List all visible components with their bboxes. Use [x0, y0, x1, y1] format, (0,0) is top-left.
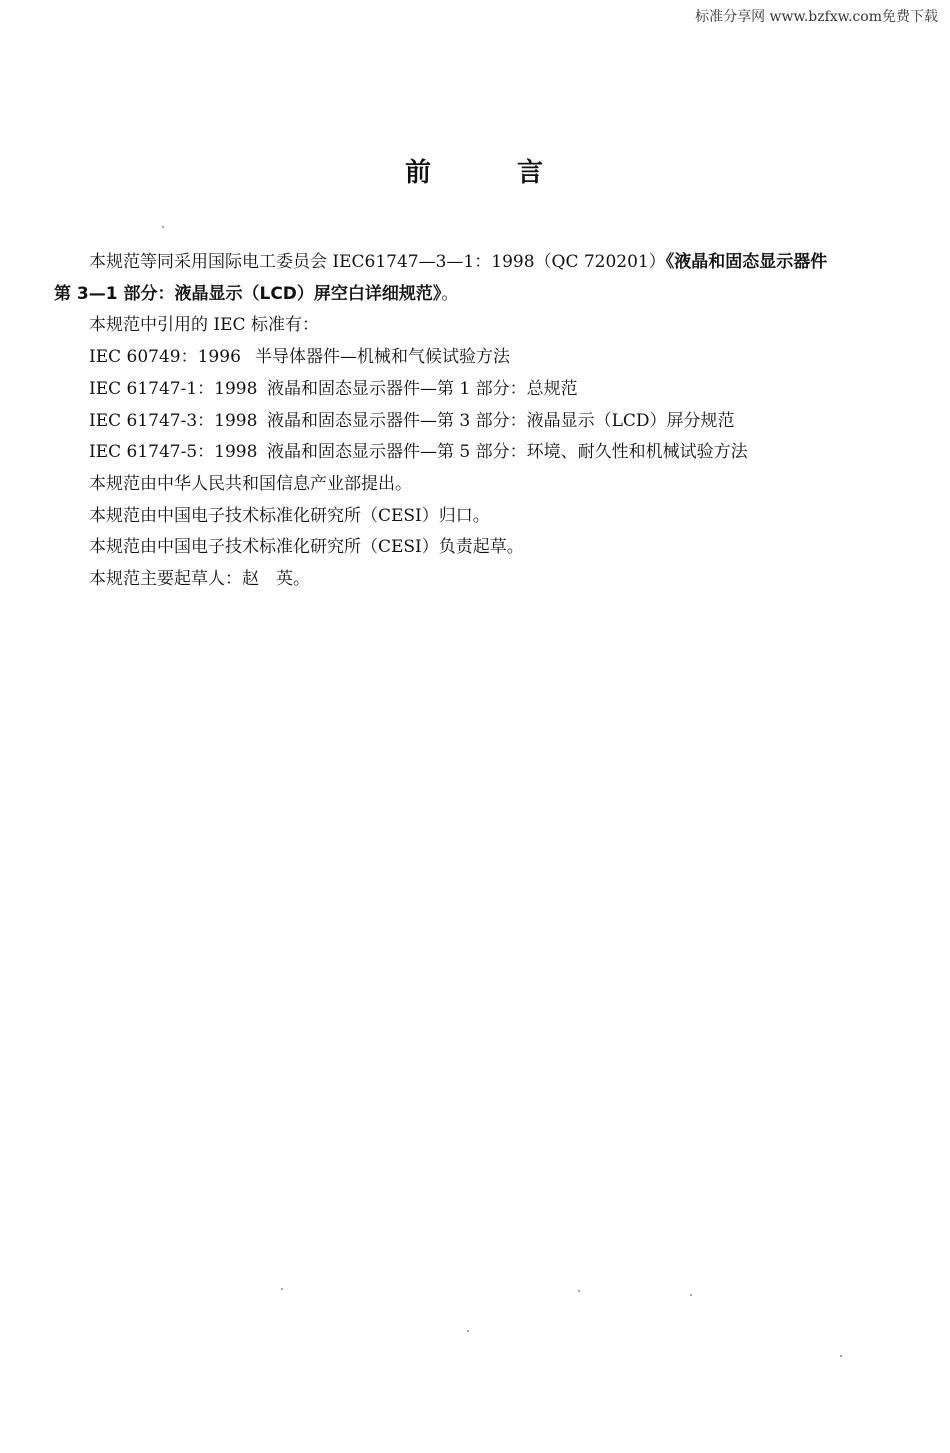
scan-speck	[467, 1330, 469, 1332]
scan-speck	[162, 226, 164, 228]
paragraph-1-suffix: 。	[441, 283, 459, 304]
references-intro: 本规范中引用的 IEC 标准有：	[89, 315, 319, 336]
statement-drafters: 本规范主要起草人：赵 英。	[89, 569, 310, 590]
paragraph-1-prefix: 本规范等同采用国际电工委员会 IEC61747—3—1：1998（QC 720201）	[89, 252, 666, 272]
scan-speck	[840, 1355, 842, 1357]
reference-code: IEC 61747-3：1998	[89, 410, 258, 431]
reference-title: 液晶和固态显示器件—第 5 部分：环境、耐久性和机械试验方法	[267, 442, 748, 463]
document-body	[54, 247, 884, 596]
reference-code: IEC 61747-5：1998	[89, 442, 258, 463]
statement-managed-by: 本规范由中国电子技术标准化研究所（CESI）归口。	[89, 505, 490, 526]
statement-proposed-by: 本规范由中华人民共和国信息产业部提出。	[89, 473, 412, 494]
title-char-1: 前	[404, 158, 433, 188]
title-char-2: 言	[516, 158, 545, 188]
scan-speck	[578, 1290, 580, 1292]
watermark-text: 标准分享网 www.bzfxw.com免费下载	[695, 9, 938, 25]
paragraph-1-line-1	[54, 247, 884, 279]
reference-item	[54, 437, 884, 469]
paragraph-1-line-2	[54, 279, 884, 311]
paragraph-1-bold-title-end: 第 3—1 部分：液晶显示（LCD）屏空白详细规范》	[54, 283, 442, 304]
scan-speck	[281, 1288, 283, 1290]
reference-item	[54, 374, 884, 406]
reference-item	[54, 342, 884, 374]
statement-drafted-by: 本规范由中国电子技术标准化研究所（CESI）负责起草。	[89, 537, 524, 558]
reference-item	[54, 406, 884, 438]
reference-code: IEC 61747-1：1998	[89, 378, 258, 399]
reference-title: 液晶和固态显示器件—第 3 部分：液晶显示（LCD）屏分规范	[267, 410, 735, 431]
scan-speck	[690, 1294, 692, 1296]
reference-title: 液晶和固态显示器件—第 1 部分：总规范	[267, 378, 578, 399]
reference-title: 半导体器件—机械和气候试验方法	[255, 347, 510, 368]
page-title	[0, 152, 950, 189]
paragraph-1-bold-title-start: 《液晶和固态显示器件	[665, 252, 828, 272]
reference-code: IEC 60749：1996	[89, 347, 241, 368]
